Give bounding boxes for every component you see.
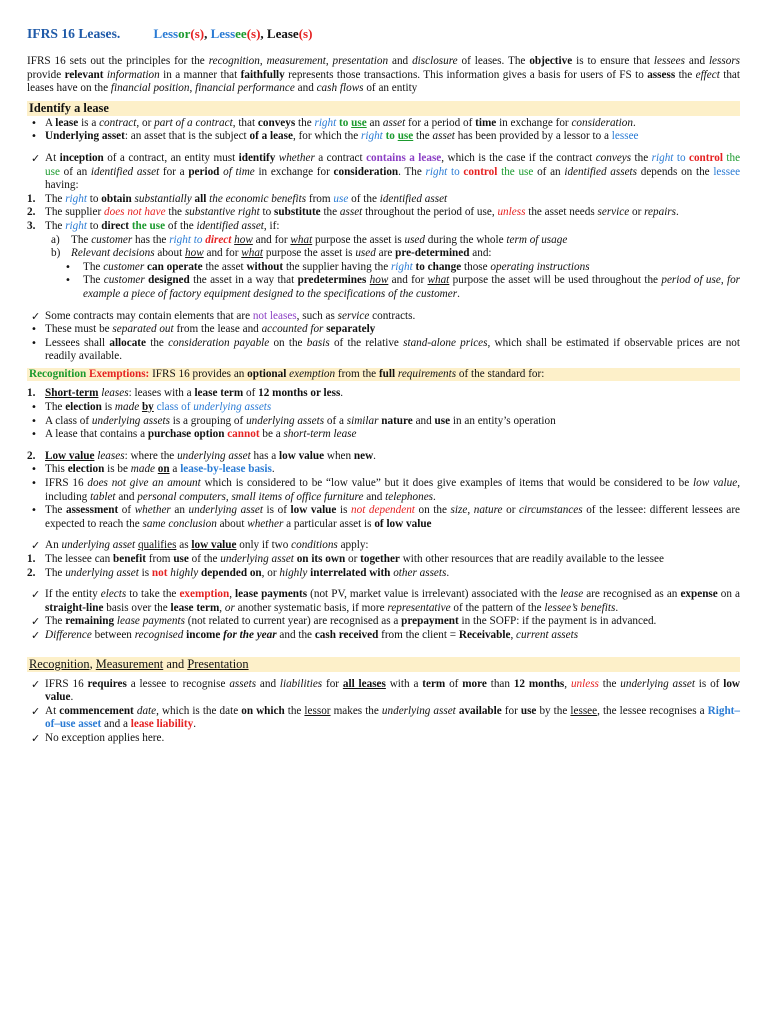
intro-paragraph: IFRS 16 sets out the principles for the recognition, measurement, presentation and disclosure of leases. The objective is to ensure that lessees and lessors provide relevant information in a manner that faithfully represents those transactions. This information gives a basis for users of FS to assess the effect that leases have on the financial position, financial performance and cash flows of an entity (27, 55, 741, 95)
list-item: ✓ The remaining lease payments (not related to current year) are recognised as a prepayment in the SOFP: if the payment is in advanced. (31, 615, 657, 629)
list-item: 2. Low value leases: where the underlying asset has a low value when new. (27, 449, 376, 462)
section-heading-recognition-measurement: Recognition, Measurement and Presentation (27, 657, 740, 672)
list-item: ✓ At inception of a contract, an entity must identify whether a contract contains a lease, which is the case if the contract conveys the right to control the use of an identified asset for a period of time in exchange for consideration. The right to control the use of an identified assets depends on the lessee having: (31, 151, 741, 192)
list-item: ✓ IFRS 16 requires a lessee to recognise assets and liabilities for all leases with a term of more than 12 months, unless the underlying asset is of low value. (31, 677, 741, 704)
list-item: • These must be separated out from the lease and accounted for separately (31, 323, 376, 336)
list-item: ✓ An underlying asset qualifies as low value only if two conditions apply: (31, 539, 369, 553)
list-item: ✓ Difference between recognised income for the year and the cash received from the client = Receivable, current assets (31, 628, 579, 642)
list-item: • The assessment of whether an underlying asset is of low value is not dependent on the size, nature or circumstances of the lessee: different lessees are expected to reach the same conclusion about whether a particular asset is of low value (31, 504, 741, 530)
list-item: ✓ At commencement date, which is the date on which the lessor makes the underlying asset available for use by the lessee, the lessee recognises a Right–of–use asset and a lease liability. (31, 704, 740, 731)
list-item: ✓ Some contracts may contain elements that are not leases, such as service contracts. (31, 309, 416, 323)
section-heading-identify: Identify a lease (27, 101, 740, 116)
list-item: a) The customer has the right to direct how and for what purpose the asset is used during the whole term of usage (51, 233, 568, 246)
list-item: 2. The underlying asset is not highly depended on, or highly interrelated with other assets. (27, 566, 450, 579)
list-item: 1. The right to obtain substantially all the economic benefits from use of the identified asset (27, 192, 448, 205)
list-item: • IFRS 16 does not give an amount which is considered to be “low value” but it does give examples of items that would be considered to be low value, including tablet and personal computers, small items of office furniture and telephones. (31, 477, 740, 503)
document-title: IFRS 16 Leases. (27, 26, 121, 41)
title-terms: Lessor(s), Lessee(s), Lease(s) (153, 26, 313, 41)
list-item: • A lease that contains a purchase option cannot be a short-term lease (31, 428, 357, 441)
list-item: • The customer can operate the asset without the supplier having the right to change those operating instructions (65, 260, 590, 273)
list-item: • This election is be made on a lease-by-lease basis. (31, 463, 275, 476)
section-heading-exemptions: Recognition Exemptions: IFRS 16 provides an optional exemption from the full requirements of the standard for: (27, 368, 740, 382)
list-item: b) Relevant decisions about how and for what purpose the asset is used are pre-determined and: (51, 247, 492, 260)
list-item: • Underlying asset: an asset that is the subject of a lease, for which the right to use the asset has been provided by a lessor to a lessee (31, 130, 639, 143)
list-item: • A class of underlying assets is a grouping of underlying assets of a similar nature and use in an entity’s operation (31, 414, 556, 427)
list-item: ✓ If the entity elects to take the exemption, lease payments (not PV, market value is irrelevant) associated with the lease are recognised as an expense on a straight-line basis over the lease term, or another systematic basis, if more representative of the pattern of the lessee’s benefits. (31, 588, 741, 614)
list-item: • The customer designed the asset in a way that predetermines how and for what purpose the asset will be used throughout the period of use, for example a piece of factory equipment designed to the specifications of the customer. (65, 274, 741, 300)
list-item: • The election is made by class of underlying assets (31, 401, 272, 414)
list-item: 1. The lessee can benefit from use of the underlying asset on its own or together with other resources that are readily available to the lessee (27, 553, 664, 565)
document-title-row (27, 26, 740, 43)
list-item: 2. The supplier does not have the substantive right to substitute the asset throughout the period of use, unless the asset needs service or repairs. (27, 206, 679, 219)
list-item: 1. Short-term leases: leases with a lease term of 12 months or less. (27, 387, 344, 400)
list-item: • A lease is a contract, or part of a contract, that conveys the right to use an asset for a period of time in exchange for consideration. (31, 116, 636, 129)
list-item: ✓ No exception applies here. (31, 731, 165, 745)
list-item: • Lessees shall allocate the consideration payable on the basis of the relative stand-alone prices, which shall be estimated if observable prices are not readily available. (31, 336, 741, 363)
list-item: 3. The right to direct the use of the identified asset, if: (27, 219, 280, 232)
